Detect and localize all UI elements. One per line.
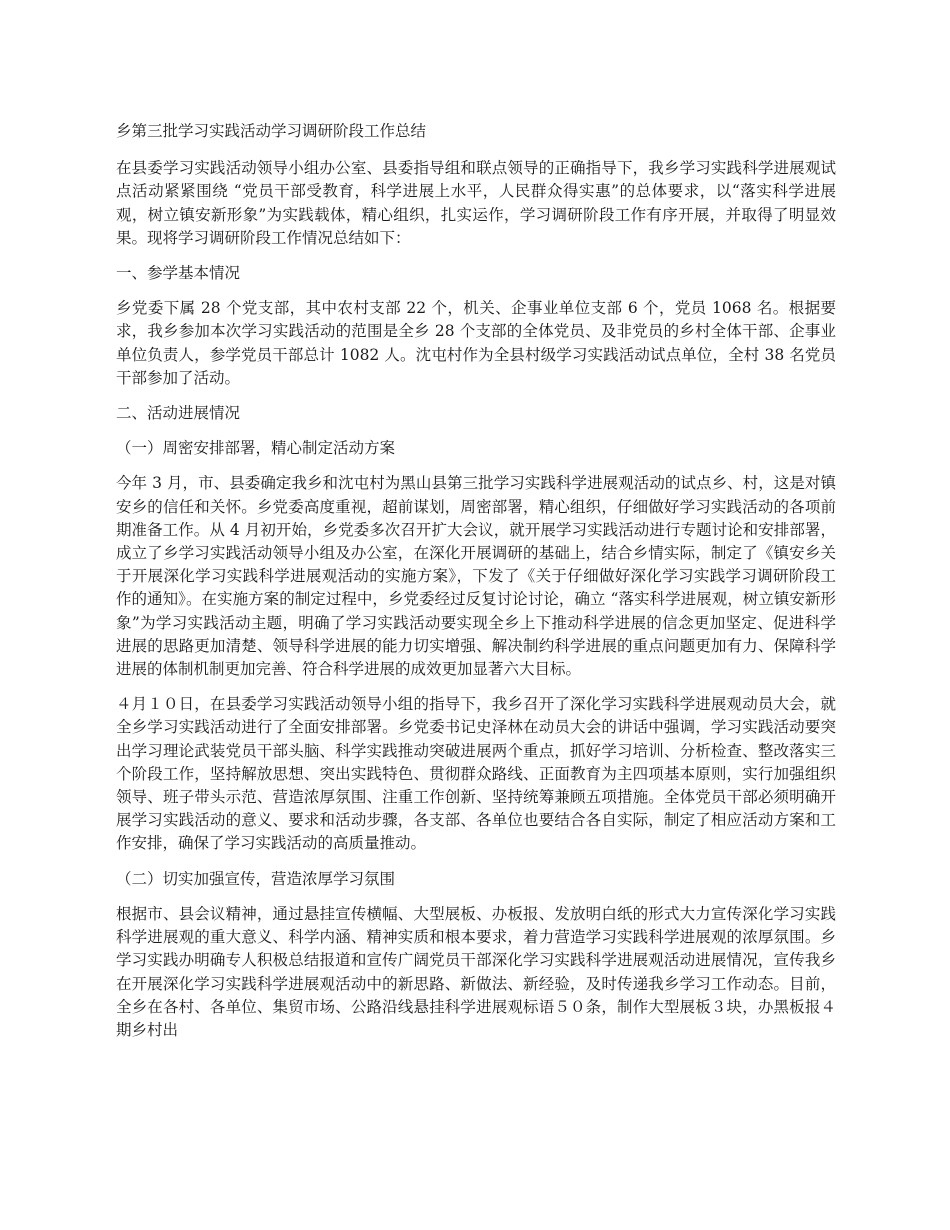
body-paragraph-1: 乡党委下属 28 个党支部，其中农村支部 22 个，机关、企事业单位支部 6 个，党员 1068 名。根据要求，我乡参加本次学习实践活动的范围是全乡 28 个支部的全体党员、及非党员的乡村全体干部、企事业单位负责人，参学党员干部总计 1082 人。沈屯村作为全县村级学习实践活动试点单位，全村 38 名党员干部参加了活动。 <box>116 299 836 387</box>
intro-paragraph: 在县委学习实践活动领导小组办公室、县委指导组和联点领导的正确指导下，我乡学习实践科学进展观试点活动紧紧围绕 “党员干部受教育，科学进展上水平，人民群众得实惠”的总体要求，以“落实科学进展观，树立镇安新形象”为实践载体，精心组织，扎实运作，学习调研阶段工作有序开展，并取得了明显效果。现将学习调研阶段工作情况总结如下： <box>116 159 836 247</box>
body-paragraph-4: 根据市、县会议精神，通过悬挂宣传横幅、大型展板、办板报、发放明白纸的形式大力宣传深化学习实践科学进展观的重大意义、科学内涵、精神实质和根本要求，着力营造学习实践科学进展观的浓厚氛围。乡学习实践办明确专人积极总结报道和宣传广阔党员干部深化学习实践科学进展观活动进展情况，宣传我乡在开展深化学习实践科学进展观活动中的新思路、新做法、新经验，及时传递我乡学习工作动态。目前，全乡在各村、各单位、集贸市场、公路沿线悬挂科学进展观标语５０条，制作大型展板３块，办黑板报４期乡村出 <box>116 904 836 1039</box>
document-body <box>116 120 836 1054</box>
subsection-heading-2: （二）切实加强宣传，营造浓厚学习氛围 <box>116 869 396 888</box>
body-paragraph-2: 今年 3 月，市、县委确定我乡和沈屯村为黑山县第三批学习实践科学进展观活动的试点乡、村，这是对镇安乡的信任和关怀。乡党委高度重视，超前谋划，周密部署，精心组织，仔细做好学习实践活动的各项前期准备工作。从 4 月初开始，乡党委多次召开扩大会议，就开展学习实践活动进行专题讨论和安排部署，成立了乡学习实践活动领导小组及办公室，在深化开展调研的基础上，结合乡情实际，制定了《镇安乡关于开展深化学习实践科学进展观活动的实施方案》，下发了《关于仔细做好深化学习实践学习调研阶段工作的通知》。在实施方案的制定过程中，乡党委经过反复讨论讨论，确立 “落实科学进展观，树立镇安新形象”为学习实践活动主题，明确了学习实践活动要实现全乡上下推动科学进展的信念更加坚定、促进科学进展的思路更加清楚、领导科学进展的能力切实增强、解决制约科学进展的重点问题更加有力、保障科学进展的体制机制更加完善、符合科学进展的成效更加显著六大目标。 <box>116 474 836 679</box>
subsection-heading-1: （一）周密安排部署，精心制定活动方案 <box>116 439 396 458</box>
section-heading-1: 一、参学基本情况 <box>116 264 241 283</box>
body-paragraph-3: ４月１０日，在县委学习实践活动领导小组的指导下，我乡召开了深化学习实践科学进展观动员大会，就全乡学习实践活动进行了全面安排部署。乡党委书记史泽林在动员大会的讲话中强调，学习实践活动要突出学习理论武装党员干部头脑、科学实践推动突破进展两个重点，抓好学习培训、分析检查、整改落实三个阶段工作，坚持解放思想、突出实践特色、贯彻群众路线、正面教育为主四项基本原则，实行加强组织领导、班子带头示范、营造浓厚氛围、注重工作创新、坚持统筹兼顾五项措施。全体党员干部必须明确开展学习实践活动的意义、要求和活动步骤，各支部、各单位也要结合各自实际，制定了相应活动方案和工作安排，确保了学习实践活动的高质量推动。 <box>116 695 836 853</box>
section-heading-2: 二、活动进展情况 <box>116 404 241 423</box>
document-title: 乡第三批学习实践活动学习调研阶段工作总结 <box>116 122 427 140</box>
